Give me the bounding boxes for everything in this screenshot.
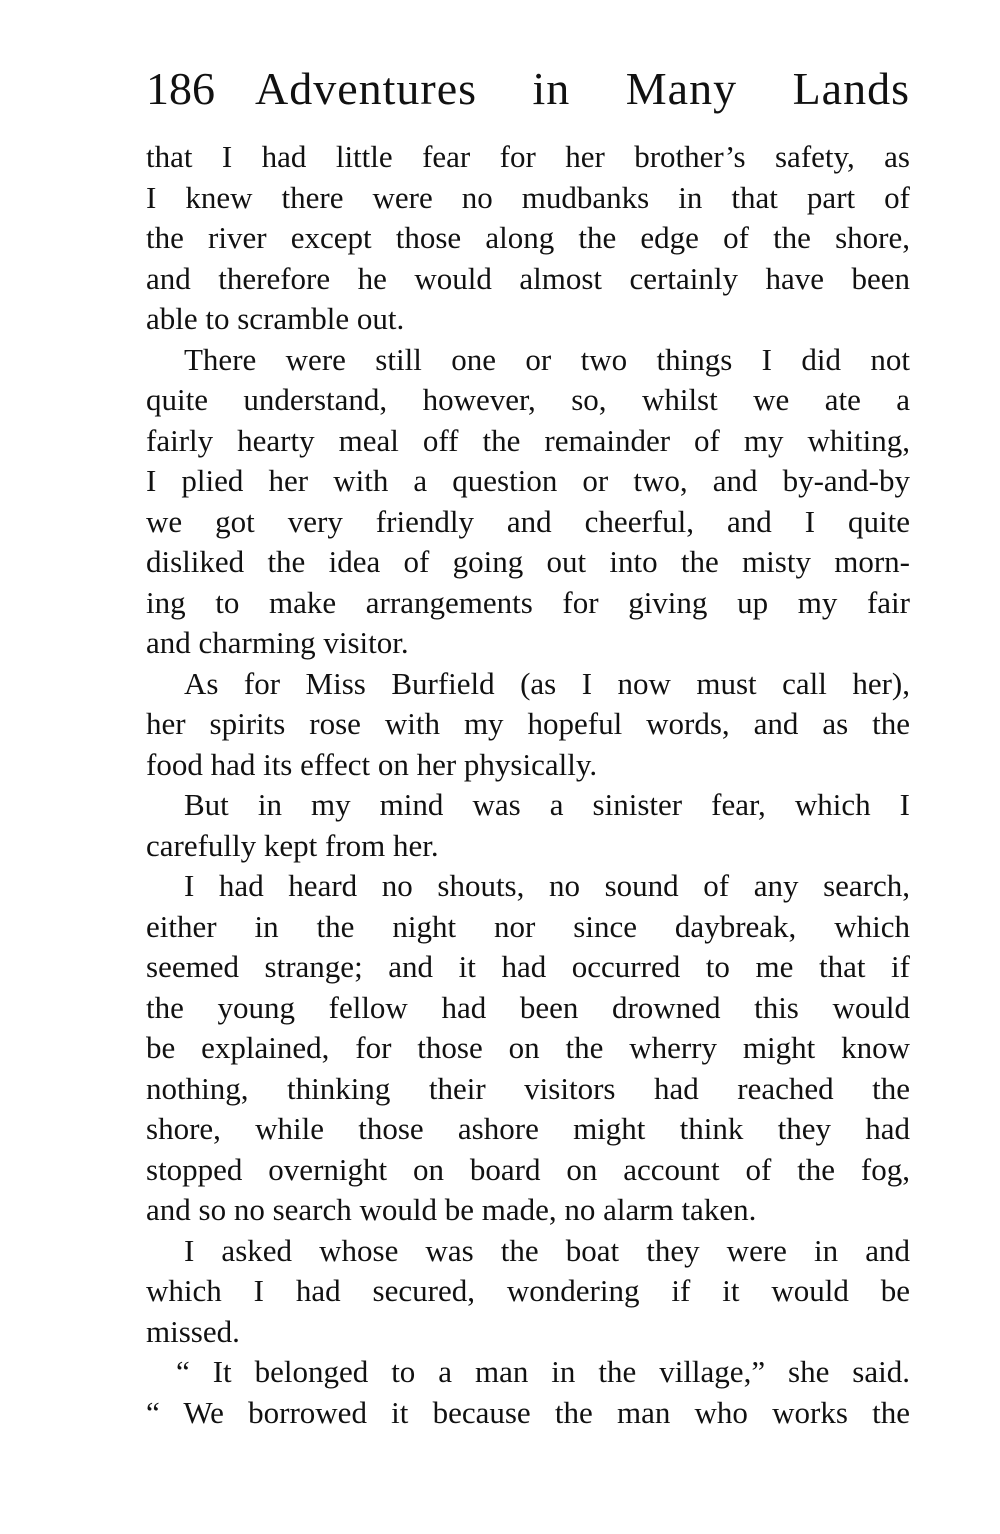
text-line: I asked whose was the boat they were in and bbox=[184, 1232, 910, 1268]
page-header bbox=[146, 58, 910, 120]
text-line: But in my mind was a sinister fear, which I bbox=[184, 787, 910, 822]
text-line: I knew there were no mudbanks in that part of bbox=[146, 179, 910, 215]
text-line: quite understand, however, so, whilst we ate a bbox=[146, 382, 910, 417]
text-line: and charming visitor. bbox=[146, 625, 409, 660]
text-line: There were still one or two things I did not bbox=[184, 341, 910, 377]
text-line: As for Miss Burfield (as I now must call her), bbox=[184, 665, 910, 701]
text-line: “ We borrowed it because the man who works the bbox=[146, 1394, 910, 1430]
running-title-word: in bbox=[532, 63, 571, 114]
text-line: disliked the idea of going out into the misty morn- bbox=[146, 544, 910, 579]
text-line: her spirits rose with my hopeful words, and as the bbox=[146, 706, 910, 741]
text-line: shore, while those ashore might think they had bbox=[146, 1111, 910, 1146]
text-line: “ It belonged to a man in the village,” she said. bbox=[176, 1354, 910, 1389]
running-title bbox=[255, 58, 910, 120]
text-line: seemed strange; and it had occurred to me that if bbox=[146, 949, 910, 984]
text-line: ing to make arrangements for giving up my fair bbox=[146, 584, 910, 620]
text-line: I plied her with a question or two, and by-and-by bbox=[146, 463, 910, 498]
text-line: I had heard no shouts, no sound of any search, bbox=[184, 868, 910, 903]
text-line: stopped overnight on board on account of the fog, bbox=[146, 1151, 910, 1187]
text-line: able to scramble out. bbox=[146, 301, 405, 336]
text-line: either in the night nor since daybreak, which bbox=[146, 908, 910, 944]
text-line: and therefore he would almost certainly have been bbox=[146, 260, 910, 296]
text-line: and so no search would be made, no alarm taken. bbox=[146, 1192, 757, 1227]
text-line: which I had secured, wondering if it would be bbox=[146, 1273, 910, 1308]
text-line: fairly hearty meal off the remainder of my whiting, bbox=[146, 422, 910, 458]
text-line: that I had little fear for her brother’s safety, as bbox=[146, 139, 910, 174]
body-text bbox=[146, 137, 910, 1433]
page-number: 186 bbox=[146, 63, 215, 114]
text-line: food had its effect on her physically. bbox=[146, 746, 598, 782]
running-title-word: Many bbox=[625, 63, 738, 114]
text-line: missed. bbox=[146, 1313, 240, 1349]
running-title-word: Lands bbox=[792, 63, 910, 114]
text-line: be explained, for those on the wherry might know bbox=[146, 1030, 910, 1065]
text-line: the river except those along the edge of the shore, bbox=[146, 220, 910, 255]
text-line: carefully kept from her. bbox=[146, 827, 439, 863]
running-title-word: Adventures bbox=[255, 63, 478, 114]
text-line: we got very friendly and cheerful, and I quite bbox=[146, 503, 910, 539]
text-line: nothing, thinking their visitors had reached the bbox=[146, 1070, 910, 1106]
text-line: the young fellow had been drowned this would bbox=[146, 989, 910, 1025]
